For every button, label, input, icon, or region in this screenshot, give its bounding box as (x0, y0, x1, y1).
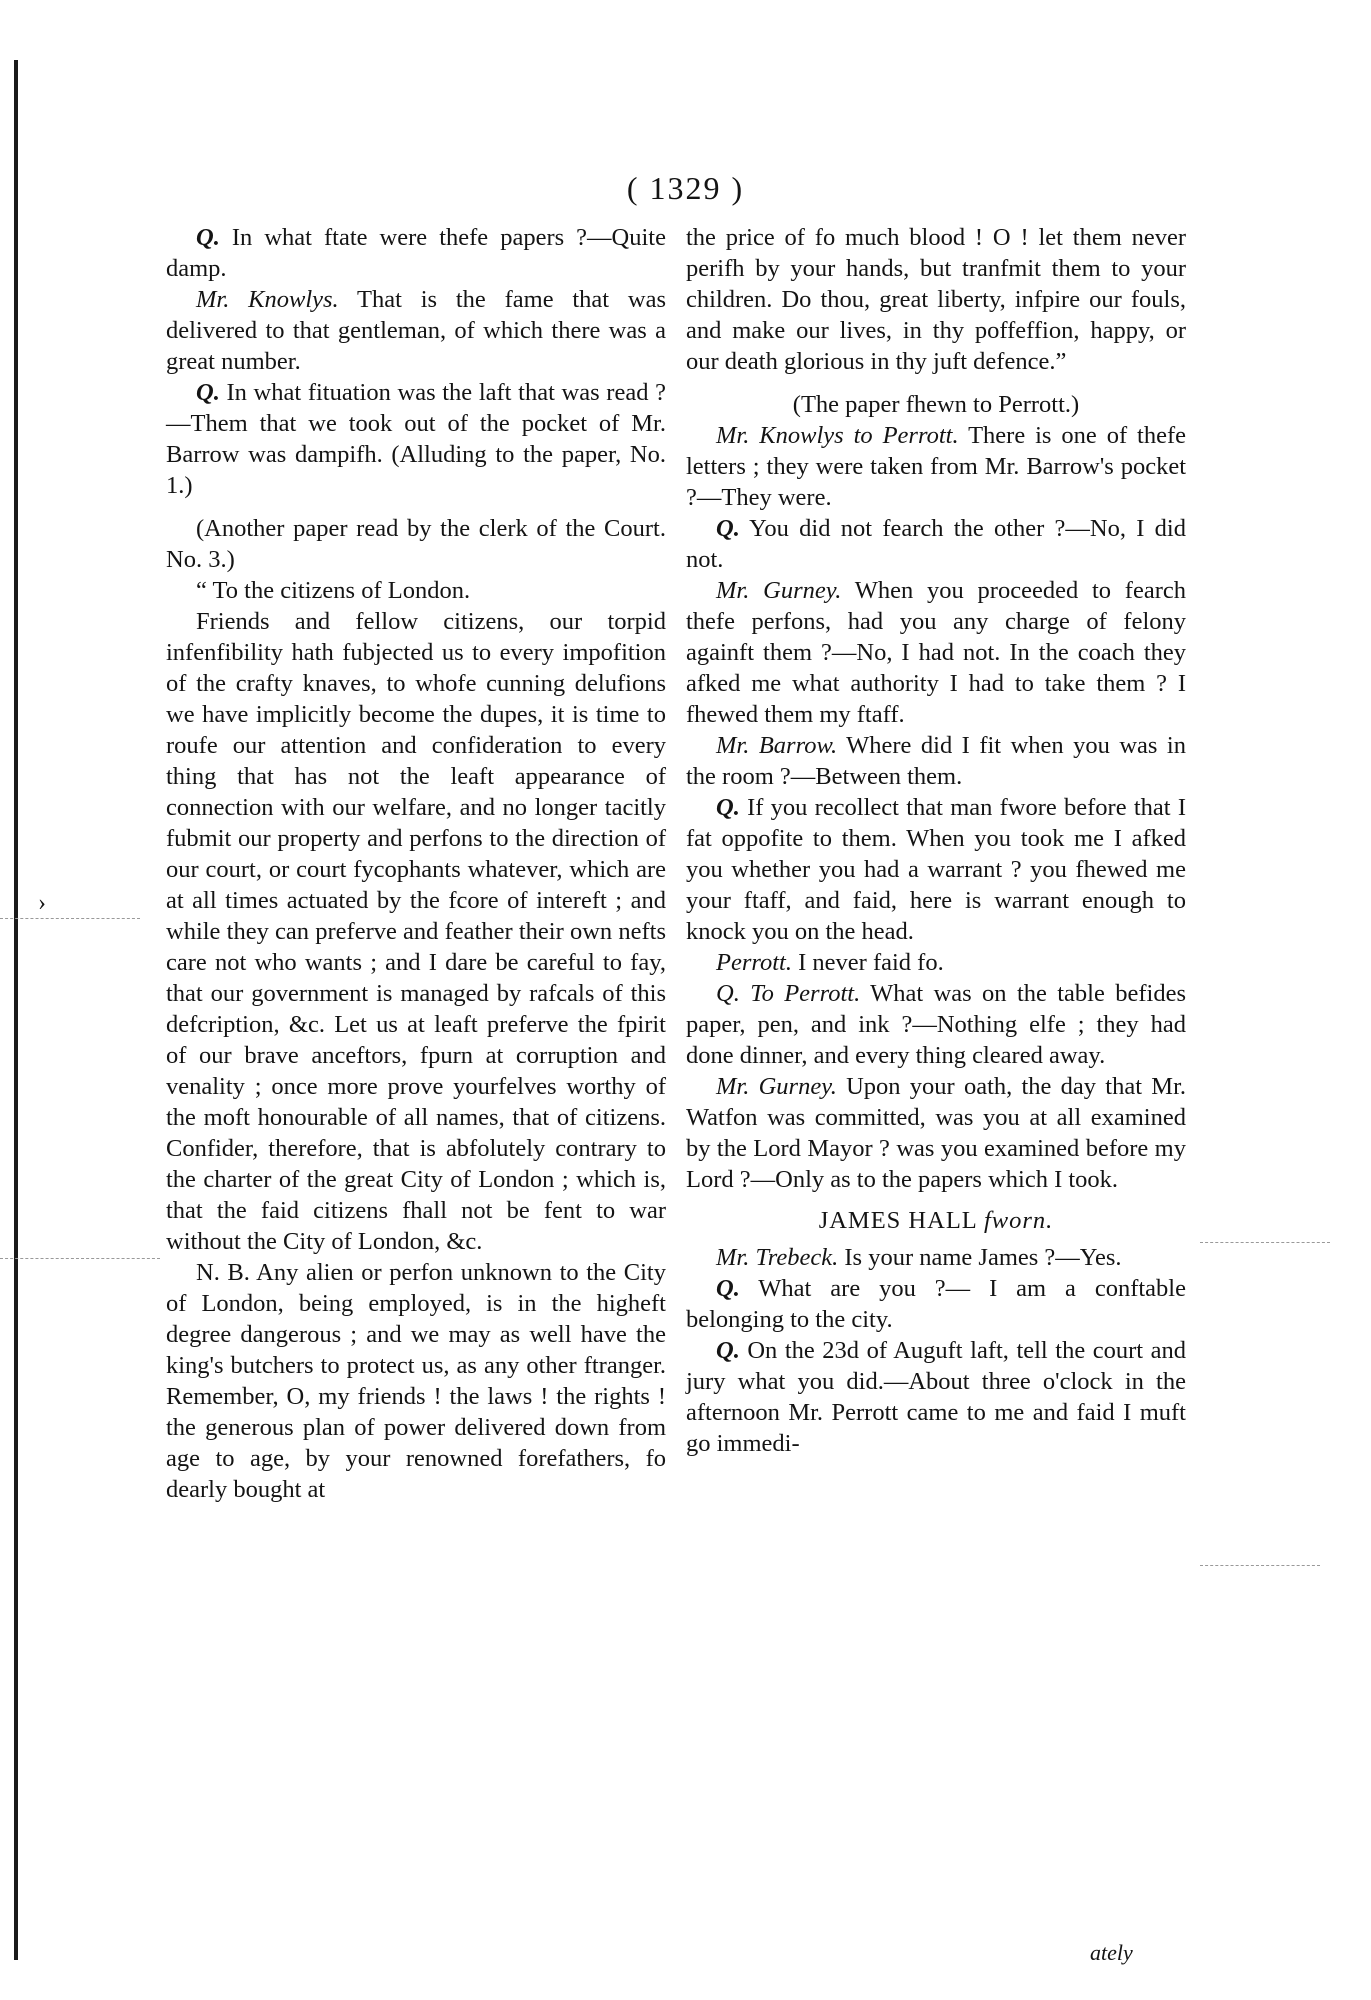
paragraph-text: What are you ?— I am a conftable belonging to the city. (686, 1275, 1186, 1333)
margin-rule (1200, 1242, 1330, 1243)
paragraph (686, 575, 1186, 730)
letter-postscript: N. B. Any alien or perfon unknown to the City of London, being employed, is in the higheft degree dangerous ; and we may as well have the king's butchers to protect us, as any other ftranger. Remember, O, my friends ! the laws ! the rights ! the generous plan of power delivered down from age to age, by your renowned forefathers, fo dearly bought at (166, 1259, 666, 1503)
paragraph-text: Where did I fit when you was in the room ?—Between them. (686, 732, 1186, 790)
paragraph (686, 730, 1186, 792)
paragraph-text: On the 23d of Auguft laft, tell the court and jury what you did.—About three o'clock in the afternoon Mr. Perrott came to me and faid I muft go immedi- (686, 1337, 1186, 1457)
paragraph (686, 947, 1186, 978)
catchword: ately (1090, 1940, 1133, 1965)
margin-rule (0, 1258, 160, 1259)
speaker-label: Mr. Knowlys. (196, 286, 339, 313)
witness-heading (686, 1205, 1186, 1236)
letter-body: Friends and fellow citizens, our torpid infenfibility hath fubjected us to every impofition of the crafty knaves, to whofe cunning delufions we have implicitly become the dupes, it is time to roufe our attention and confideration to every thing that has not the leaft appearance of connection with our welfare, and no longer tacitly fubmit our property and perfons to the direction of our court, or court fycophants whatever, which are at all times actuated by the fcore of intereft ; and while they can preferve and feather their own nefts care not who wants ; and I dare be careful to fay, that our government is managed by rafcals of this defcription, &c. Let us at leaft preferve the fpirit of our brave anceftors, fpurn at corruption and venality ; once more prove yourfelves worthy of the moft honourable of all names, that of citizens. Confider, therefore, that is abfolutely contrary to the charter of the great City of London ; which is, that the faid citizens fhall not be fent to war without the City of London, &c. (166, 608, 666, 1255)
paragraph-text: If you recollect that man fwore before that I fat oppofite to them. When you took me I afked you whether you had a warrant ? you fhewed me your ftaff, and faid, here is warrant enough to knock you on the head. (686, 794, 1186, 945)
paragraph (686, 1273, 1186, 1335)
speaker-label: Mr. Gurney. (716, 1073, 837, 1100)
speaker-label: Q. (196, 224, 220, 251)
witness-name: JAMES HALL (818, 1207, 977, 1234)
stage-note: (The paper fhewn to Perrott.) (792, 391, 1080, 418)
paragraph-text: In what ftate were thefe papers ?—Quite damp. (166, 224, 666, 282)
paragraph (166, 377, 666, 501)
speaker-label: Perrott. (716, 949, 792, 976)
paragraph (686, 792, 1186, 947)
margin-rule (1200, 1565, 1320, 1566)
speaker-label: Q. (716, 1275, 740, 1302)
speaker-label: Mr. Barrow. (716, 732, 838, 759)
right-column (686, 222, 1186, 1459)
paragraph (686, 1242, 1186, 1273)
paragraph-text: Is your name James ?—Yes. (838, 1244, 1122, 1271)
paragraph (686, 978, 1186, 1071)
left-column (166, 222, 666, 1505)
speaker-label: Mr. Gurney. (716, 577, 842, 604)
speaker-label: Q. (716, 794, 740, 821)
paragraph-text: Upon your oath, the day that Mr. Watfon was committed, was you at all examined by the Lord Mayor ? was you examined before my Lord ?—Only as to the papers which I took. (686, 1073, 1186, 1193)
margin-rule (0, 918, 140, 919)
paragraph-text: That is the fame that was delivered to that gentleman, of which there was a great number. (166, 286, 666, 375)
margin-mark-left: › (38, 890, 46, 916)
witness-sworn: fworn. (983, 1207, 1054, 1234)
paragraph-text: In what fituation was the laft that was read ?—Them that we took out of the pocket of Mr. Barrow was dampifh. (Alluding to the paper, No. 1.) (166, 379, 666, 499)
paragraph (166, 222, 666, 284)
speaker-label: Q. (196, 379, 220, 406)
speaker-label: Q. (716, 515, 740, 542)
paragraph-text: There is one of thefe letters ; they were taken from Mr. Barrow's pocket ?—They were. (686, 422, 1187, 511)
paragraph-text: I never faid fo. (792, 949, 944, 976)
paragraph (686, 1071, 1186, 1195)
paragraph: the price of fo much blood ! O ! let them never perifh by your hands, but tranfmit them to your children. Do thou, great liberty, infpire our fouls, and make our lives, in thy poffeffion, happy, or our death glorious in thy juft defence.” (686, 224, 1186, 375)
letter-salutation: “ To the citizens of London. (196, 577, 471, 604)
paragraph (166, 284, 666, 377)
paragraph-text: You did not fearch the other ?—No, I did not. (686, 515, 1186, 573)
paragraph (686, 513, 1186, 575)
paragraph (686, 420, 1186, 513)
paragraph-text: When you proceeded to fearch thefe perfons, had you any charge of felony againft them ?—No, I had not. In the coach they afked me what authority I had to take them ? I fhewed them my ftaff. (686, 577, 1186, 728)
speaker-label: Mr. Knowlys to Perrott. (716, 422, 959, 449)
speaker-label: Mr. Trebeck. (716, 1244, 839, 1271)
paragraph (686, 1335, 1186, 1459)
page-number: ( 1329 ) (626, 170, 745, 206)
paragraph: (Another paper read by the clerk of the Court. No. 3.) (166, 515, 666, 573)
paragraph-text: What was on the table befides paper, pen, and ink ?—Nothing elfe ; they had done dinner, and every thing cleared away. (686, 980, 1186, 1069)
speaker-label: Q. (716, 1337, 740, 1364)
speaker-label: Q. To Perrott. (716, 980, 861, 1007)
binding-edge (14, 60, 18, 1960)
